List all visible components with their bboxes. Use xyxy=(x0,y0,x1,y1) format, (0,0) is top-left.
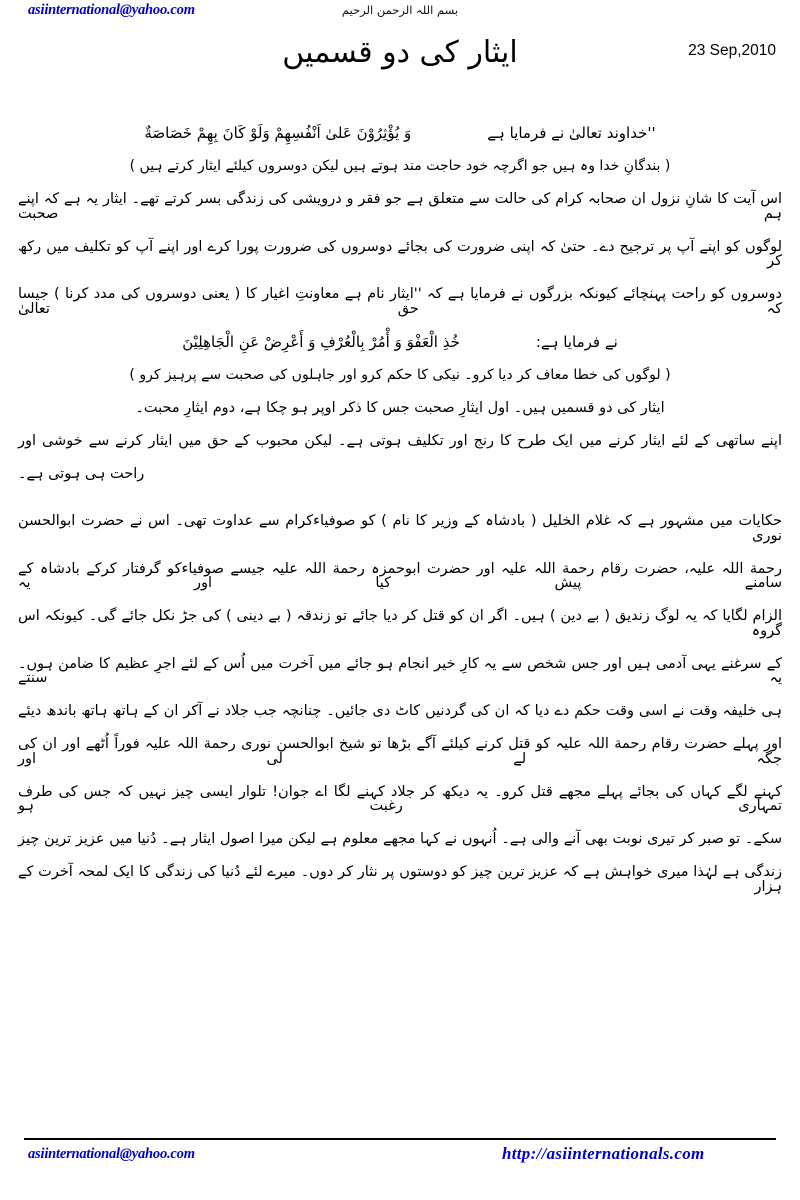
footer-email-link[interactable]: asiinternational@yahoo.com xyxy=(28,1146,195,1162)
two-types-note: ایثار کی دو قسمیں ہیں۔ اول ایثارِ صحبت جس کا ذکر اوپر ہو چکا ہے، دوم ایثارِ محبت۔ xyxy=(135,399,665,416)
paragraph-3-line-5: ہی خلیفہ وقت نے اسی وقت حکم دے دیا کہ ان کی گردنیں کاٹ دی جائیں۔ چنانچہ جب جلاد نے آکر ان کے ہاتھ ہاتھ باندھ دیئے xyxy=(18,703,782,719)
paragraph-3-line-3: الزام لگایا کہ یہ لوگ زندیق ( بے دین ) ہیں۔ اگر ان کو قتل کر دیا جائے تو زندقہ ( بے دینی ) کی جڑ نکل جائے گی۔ کیونکہ اس گروہ xyxy=(18,608,782,639)
footer-divider xyxy=(24,1138,776,1140)
quran-verse-1-lead: ''خداوند تعالیٰ نے فرمایا ہے xyxy=(487,124,656,142)
paragraph-3-line-1: حکایات میں مشہور ہے کہ غلام الخلیل ( بادشاہ کے وزیر کا نام ) کو صوفیاءکرام سے عداوت تھی۔ اس نے حضرت ابوالحسن نوری xyxy=(18,513,782,544)
paragraph-3-line-8: سکے۔ تو صبر کر تیری نوبت بھی آنے والی ہے۔ اُنہوں نے کہا مجھے معلوم ہے لیکن میرا اصول ایثار ہے۔ دُنیا میں عزیز ترین چیز xyxy=(18,831,782,847)
paragraph-3-line-7: کہنے لگے کہاں کی بجائے پہلے مجھے قتل کرو۔ یہ دیکھ کر جلاد کہنے لگا اے جوان! تلوار ایسی چیز نہیں کہ جس کی طرف تمہاری رغبت ہو xyxy=(18,783,782,814)
section-spacer xyxy=(14,500,786,514)
footer-website-link[interactable]: http://asiinternationals.com xyxy=(502,1144,705,1163)
paragraph-3-line-9: زندگی ہے لہٰذا میری خواہش ہے کہ عزیز ترین چیز کو دوستوں پر نثار کر دوں۔ میرے لئے دُنیا کی زندگی کا ایک لمحہ آخرت کے ہزار xyxy=(18,864,782,895)
paragraph-1-line-3: دوسروں کو راحت پہنچائے کیونکہ بزرگوں نے فرمایا ہے کہ ''ایثار نام ہے معاونتِ اغیار کا ( یعنی دوسروں کی مدد کرنا ) جیسا کہ حق تعالیٰ xyxy=(18,286,782,317)
paragraph-3-line-2: رحمة اللہ علیہ، حضرت رقام رحمة اللہ علیہ اور حضرت ابوحمزہ رحمة اللہ علیہ جیسے صوفیاءکو گرفتار کرکے بادشاہ کے سامنے پیش کیا اور یہ xyxy=(18,560,782,591)
quran-verse-2-row xyxy=(14,332,786,351)
quran-verse-1-arabic: وَ یُؤْثِرُوْنَ عَلیٰ اَنْفُسِهِمْ وَلَوْ کَانَ بِهِمْ خَصَاصَةٌ xyxy=(144,124,412,142)
paragraph-2-line-2: راحت ہی ہوتی ہے۔ xyxy=(18,466,145,482)
paragraph-3-line-4: کے سرغنے یہی آدمی ہیں اور جس شخص سے یہ کارِ خیر انجام ہو جائے میں آخرت میں اُس کے لئے اجرِ عظیم کا ضامن ہوں۔ یہ سنتے xyxy=(18,655,782,686)
quran-verse-1-translation: ( بندگانِ خدا وہ ہیں جو اگرچہ خود حاجت مند ہوتے ہیں لیکن دوسروں کیلئے ایثار کرتے ہیں ) xyxy=(129,158,671,174)
paragraph-3-line-6: اور پہلے حضرت رقام رحمة اللہ علیہ کو قتل کرنے کیلئے آگے بڑھا تو شیخ ابوالحسن نوری رحمة اللہ علیہ فوراً اُٹھے اور ان کی جگہ لے لی اور xyxy=(18,736,782,767)
bismillah-text: بسم اللہ الرحمن الرحیم xyxy=(341,3,459,17)
page-footer xyxy=(24,1138,776,1172)
paragraph-2-line-1: اپنے ساتھی کے لئے ایثار کرنے میں ایک طرح کا رنج اور تکلیف ہوتی ہے۔ لیکن محبوب کے حق میں ایثار کرنے سے خوشی اور xyxy=(18,433,782,449)
quran-verse-2-lead: نے فرمایا ہے: xyxy=(535,332,618,351)
quran-verse-1-row xyxy=(14,126,786,141)
quran-verse-2-translation: ( لوگوں کی خطا معاف کر دیا کرو۔ نیکی کا حکم کرو اور جاہلوں کی صحبت سے پرہیز کرو ) xyxy=(129,366,671,383)
header-email-link[interactable]: asiinternational@yahoo.com xyxy=(28,2,195,18)
page-title: ایثار کی دو قسمیں xyxy=(282,35,518,70)
publication-date: 23 Sep,2010 xyxy=(688,42,776,59)
document-body xyxy=(0,126,800,1130)
paragraph-1-line-2: لوگوں کو اپنے آپ پر ترجیح دے۔ حتیٰ کہ اپنی ضرورت کی بجائے دوسروں کی ضرورت پورا کرے اور اپنے آپ کو تکلیف میں رکھ کر xyxy=(18,238,782,269)
quran-verse-2-arabic: خُذِ الْعَفْوَ وَ أْمُرْ بِالْعُرْفِ وَ أَعْرِضْ عَنِ الْجَاهِلِیْنَ xyxy=(182,332,460,351)
paragraph-1-line-1: اس آیت کا شانِ نزول ان صحابہ کرام کی حالت سے متعلق ہے جو فقر و درویشی کی زندگی بسر کرتے تھے۔ ایثار یہ ہے کہ اپنے ہم صحبت xyxy=(18,191,782,222)
